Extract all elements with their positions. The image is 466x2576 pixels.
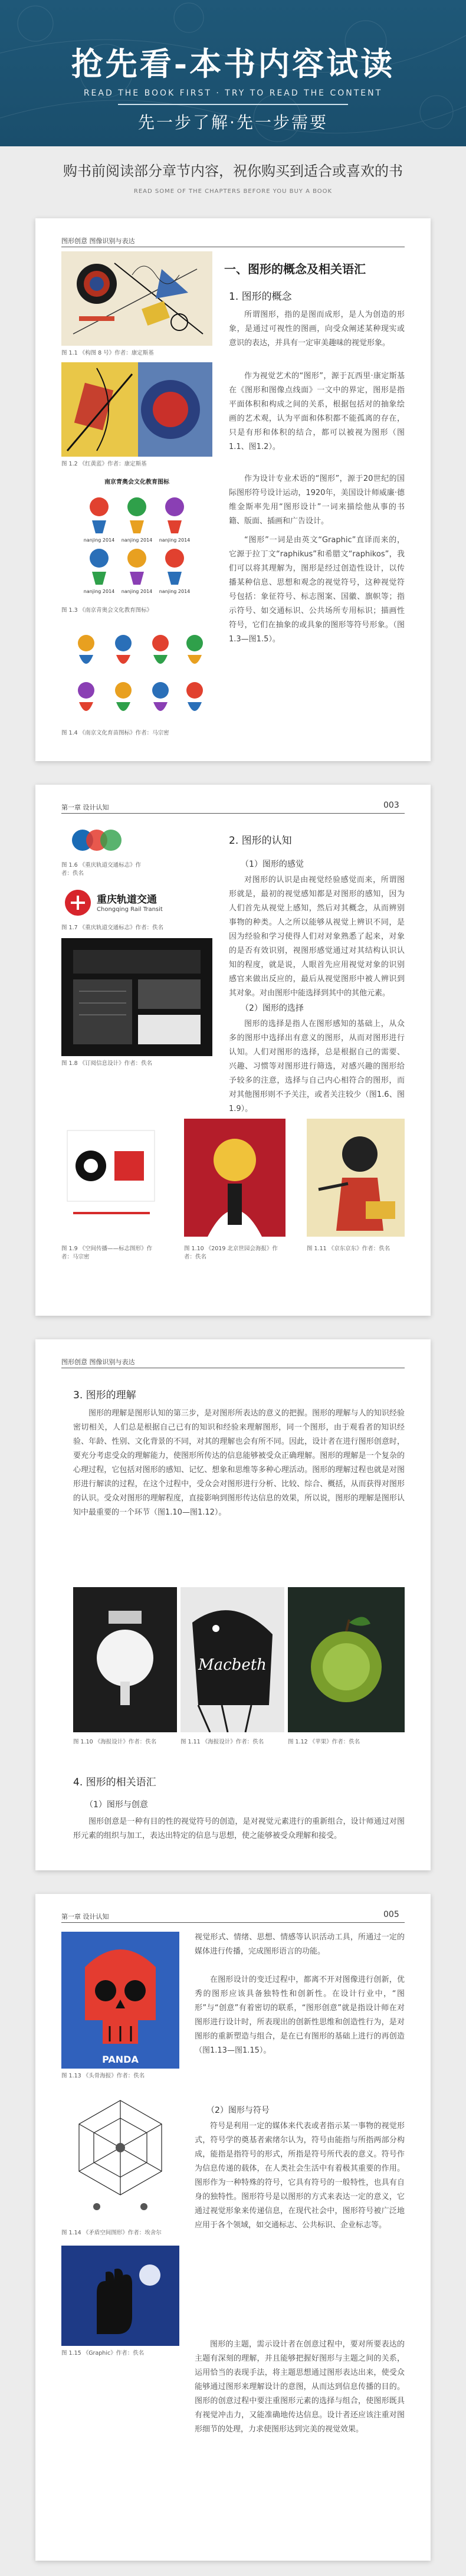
intro-chinese: 购书前阅读部分章节内容，祝你购买到适合或喜欢的书 bbox=[63, 163, 403, 179]
intro-english: READ SOME OF THE CHAPTERS BEFORE YOU BUY A BOOK bbox=[133, 188, 333, 195]
item-heading: （2）图形的选择 bbox=[241, 1004, 304, 1013]
figure-caption: 图 1.9 《空间传播——标志图形》作者：马宗密 bbox=[61, 1246, 153, 1260]
figure-caption: 图 1.8 《订阅信息设计》作者：佚名 bbox=[61, 1060, 153, 1067]
running-header: 第一章 设计认知 bbox=[61, 1913, 109, 1920]
poster-text: PANDA bbox=[102, 2054, 139, 2065]
figure-caption: 图 1.13 《头骨海报》作者：佚名 bbox=[61, 2073, 145, 2079]
book-page-1 bbox=[35, 218, 431, 761]
figure-caption: 图 1.1 《构图 8 号》作者：康定斯基 bbox=[61, 350, 154, 356]
poster-title: 南京青奥会文化教育图标 bbox=[104, 479, 169, 486]
banner-title: 抢先看-本书内容试读 bbox=[71, 45, 395, 83]
kandinsky-composition-image bbox=[61, 251, 212, 346]
header-banner bbox=[0, 0, 466, 146]
body-paragraph: 图形的理解是图形认知的第三步，是对图形所表达的意义的把握。图形的理解与人的知识经验密切相关，人们总是根据自己已有的知识和经验来理解图形，同一个图形，由于观看者的知识经验、年龄、性别、文化背景的不同，对其的理解也会有所不同。因此，设计者在进行图形创意时，要充分考虑受众的理解能力，使图形所传达的信息能够被受众正确理解。图形的理解是一个复杂的心理过程，它包括对图形的感知、记忆、想象和思维等多种心理活动。图形的理解过程也就是对图形进行解读的过程，在这个过程中，受众会对图形进行分析、比较、综合、概括，从而获得对图形的认识。受众对图形的理解程度，直接影响到图形传达信息的效果，所以说，图形的理解是图形认知中最重要的一个环节（图1.10—图1.12）。 bbox=[73, 1409, 405, 1517]
book-page-4 bbox=[35, 1894, 431, 2561]
page-number: 005 bbox=[383, 1910, 399, 1919]
figure-caption: 图 1.10 《2019 北京世园会海报》作者：佚名 bbox=[184, 1246, 278, 1260]
body-paragraph: 所谓图形，指的是图而成形，是人为创造的形象，是通过可视性的图画，向受众阐述某种现实或意识的表达，并具有一定审美趣味的视觉形象。 bbox=[229, 310, 405, 348]
figure-caption: 图 1.12 《苹果》作者：佚名 bbox=[288, 1739, 360, 1745]
info-design-image bbox=[61, 938, 212, 1056]
figure-caption: 图 1.14 《矛盾空间图形》作者：埃舍尔 bbox=[61, 2230, 162, 2236]
running-header: 第一章 设计认知 bbox=[61, 804, 109, 811]
item-heading: （1）图形与创意 bbox=[85, 1800, 148, 1810]
svg-text:nanjing 2014: nanjing 2014 bbox=[159, 589, 191, 594]
body-paragraph: 作为视觉艺术的“图形”，源于瓦西里·康定斯基在《图形和图像点线面》一文中的界定，图形是指平面体积和构成之间的关系，根据包括对的抽象绘画的艺术观，认为平面和体积都不能孤离的存在，只是有形和体积的结合，都可以被视为图形（图1.1、图1.2）。 bbox=[229, 372, 405, 451]
svg-text:Macbeth: Macbeth bbox=[198, 1656, 267, 1674]
body-paragraph: 图形的选择是指人在图形感知的基础上，从众多的图形中选择出有意义的图形，从而对图形进行认知。人们对图形的选择，总是根据自己的需要、兴趣、习惯等对图形进行筛选，对感兴趣的图形给予较多的注意，选择与自己内心相符合的图形，而对其他图形则不予关注，或者关注较少（图1.6、图1.9）。 bbox=[229, 1020, 405, 1113]
body-paragraph: 作为设计专业术语的“图形”，源于20世纪的国际图形符号设计运动，1920年，美国设计师威廉·德维金斯率先用“图形设计”一词来描绘他从事的书籍、版面、插画和广告设计。 bbox=[229, 474, 405, 526]
figure-caption: 图 1.7 《重庆轨道交通标志》作者：佚名 bbox=[61, 925, 164, 931]
body-paragraph: 对图形的认识是由视觉经验感觉而来，所谓图形就是，最初的视觉感知都是对图形的感知，因为人们首先从视觉上感知，然后对其概念，从而辨别事物的种类。人之所以能够从视觉上辨识不同，是因为经验和学习使得人们对对象熟悉了起来，对象的是否有效识别，视图形感觉通过对其结构认识认知的程度，就是说，人眼首先应用视觉对象的识别感官来做出反应的，最后从视觉图形中被人辨识到其对象。对由图形中能选择到其中的其他元素。 bbox=[229, 876, 405, 998]
figure-caption: 图 1.15 《Graphic》作者：佚名 bbox=[61, 2350, 145, 2357]
red-yellow-blue-image bbox=[61, 362, 212, 457]
macbeth-poster-image bbox=[181, 1587, 284, 1732]
running-header: 图形创意 图像识别与表达 bbox=[61, 237, 135, 245]
subsection-heading: 4. 图形的相关语汇 bbox=[73, 1777, 156, 1788]
figure-caption: 图 1.6 《重庆轨道交通标志》作者：佚名 bbox=[61, 862, 142, 877]
figure-caption: 图 1.3 《南京青奥会文化教育图标》 bbox=[61, 607, 153, 614]
header-rule bbox=[61, 1922, 405, 1923]
chongqing-rail-logo-image bbox=[61, 885, 212, 920]
running-header: 图形创意 图像识别与表达 bbox=[61, 1358, 135, 1366]
body-paragraph: 图形的主题，需示设计者在创意过程中，要对所要表达的主题有深刻的理解，并且能够把握好图形与主题之间的关系，运用恰当的表现手法，将主题思想通过图形表达出来，使受众能够通过图形来理解设计的意图，从而达到信息传播的目的。图形的创意过程中要注重图形元素的选择与组合，使图形既具有视觉冲击力，又能准确地传达信息。设计者还应该注重对图形细节的处理，力求使图形达到完美的视觉效果。 bbox=[195, 2340, 405, 2434]
figure-caption: 图 1.11 《海报设计》作者：佚名 bbox=[181, 1739, 264, 1745]
nanjing-culture-icons-image bbox=[61, 620, 212, 726]
svg-text:nanjing 2014: nanjing 2014 bbox=[159, 538, 191, 543]
logo-chinese-text: 重庆轨道交通 bbox=[97, 894, 157, 906]
subsection-heading: 1. 图形的概念 bbox=[229, 291, 292, 303]
figure-caption: 图 1.2 《红黄蓝》作者：康定斯基 bbox=[61, 461, 147, 467]
skull-poster-image bbox=[61, 1932, 179, 2069]
svg-text:nanjing 2014: nanjing 2014 bbox=[83, 538, 115, 543]
apple-poster-image bbox=[288, 1587, 405, 1732]
small-logo-image bbox=[61, 822, 132, 858]
jd-poster-image bbox=[307, 1119, 405, 1237]
banner-subtitle: 先一步了解·先一步需要 bbox=[138, 113, 328, 132]
escher-image bbox=[61, 2089, 179, 2226]
page-number: 003 bbox=[383, 801, 399, 810]
book-page-3 bbox=[35, 1339, 431, 1870]
body-paragraph: 视觉形式、情绪、思想、情感等认识活动工具，所通过一定的媒体进行传播，完成图形语言的功能。 bbox=[195, 1933, 405, 1956]
body-paragraph: “图形”一词是由英文“Graphic”直译而来的，它源于拉丁文“raphikus”和希腊文“raphikos”，我们可以将其理解为，图形是经过创造性设计，以传播某种信息、思想和观念的视觉符号，这种视觉符号包括：象征符号、标志图案、国徽、旗帜等；指示符号、如交通标识、公共场所专用标识；描画性符号，它们在抽象的或具象的图形等符号形象。（图1.3—图1.5）。 bbox=[229, 536, 405, 644]
item-heading: （2）图形与符号 bbox=[206, 2106, 270, 2115]
subsection-heading: 2. 图形的认知 bbox=[229, 835, 292, 847]
logo-english-text: Chongqing Rail Transit bbox=[97, 906, 163, 913]
body-paragraph: 在图形设计的变迁过程中，都离不开对图像进行创新，优秀的图形应该具备独特性和创新性。在设计行业中，“图形”与“创意”有着密切的联系，“图形创意”就是指设计师在对图形进行设计时，所表现出的创新性思维和创造性行为，是对图形的重新塑造与组合，是在已有图形的基础上进行的再创造（图1.13—图1.15）。 bbox=[195, 1975, 405, 2055]
subsection-heading: 3. 图形的理解 bbox=[73, 1389, 136, 1401]
nanjing-icons-image bbox=[61, 474, 212, 603]
intro bbox=[0, 159, 466, 195]
svg-text:nanjing 2014: nanjing 2014 bbox=[83, 589, 115, 594]
banner-english-line: READ THE BOOK FIRST · TRY TO READ THE CONTENT bbox=[83, 89, 383, 98]
beijing-expo-poster-image bbox=[184, 1119, 285, 1237]
figure-caption: 图 1.10 《海报设计》作者：佚名 bbox=[73, 1739, 157, 1745]
book-page-2 bbox=[35, 785, 431, 1316]
banner-divider bbox=[118, 104, 348, 105]
svg-text:nanjing 2014: nanjing 2014 bbox=[121, 589, 153, 594]
body-paragraph: 图形创意是一种有目的性的视觉符号的创造，是对视觉元素进行的重新组合，设计师通过对图形元素的组织与加工，表达出特定的信息与思想，使之能够被受众理解和接受。 bbox=[73, 1817, 405, 1840]
item-heading: （1）图形的感觉 bbox=[241, 860, 304, 869]
graphic-hand-image bbox=[61, 2246, 179, 2346]
lightbulb-poster-image bbox=[73, 1587, 177, 1732]
body-paragraph: 符号是利用一定的媒体来代表或者指示某一事物的视觉形式，符号学的奠基者索绪尔认为，符号由能指与所指两部分构成，能指是指符号的形式，所指是符号所代表的意义。符号作为信息传递的载体，在人类社会生活中有着极其重要的作用。图形作为一种特殊的符号，它具有符号的一般特性，也具有自身的独特性。图形符号是以图形的方式来表达一定的意义，它通过视觉形象来传递信息，在现代社会中，图形符号被广泛地应用于各个领域，如交通标志、公共标识、企业标志等。 bbox=[195, 2122, 405, 2230]
section-heading: 一、图形的概念及相关语汇 bbox=[224, 262, 366, 276]
space-symbol-image bbox=[61, 1119, 160, 1237]
header-rule bbox=[61, 813, 405, 814]
figure-caption: 图 1.11 《京东京东》作者：佚名 bbox=[307, 1246, 390, 1252]
figure-caption: 图 1.4 《南京文化育苗图标》作者：马宗密 bbox=[61, 730, 169, 736]
svg-text:nanjing 2014: nanjing 2014 bbox=[121, 538, 153, 543]
